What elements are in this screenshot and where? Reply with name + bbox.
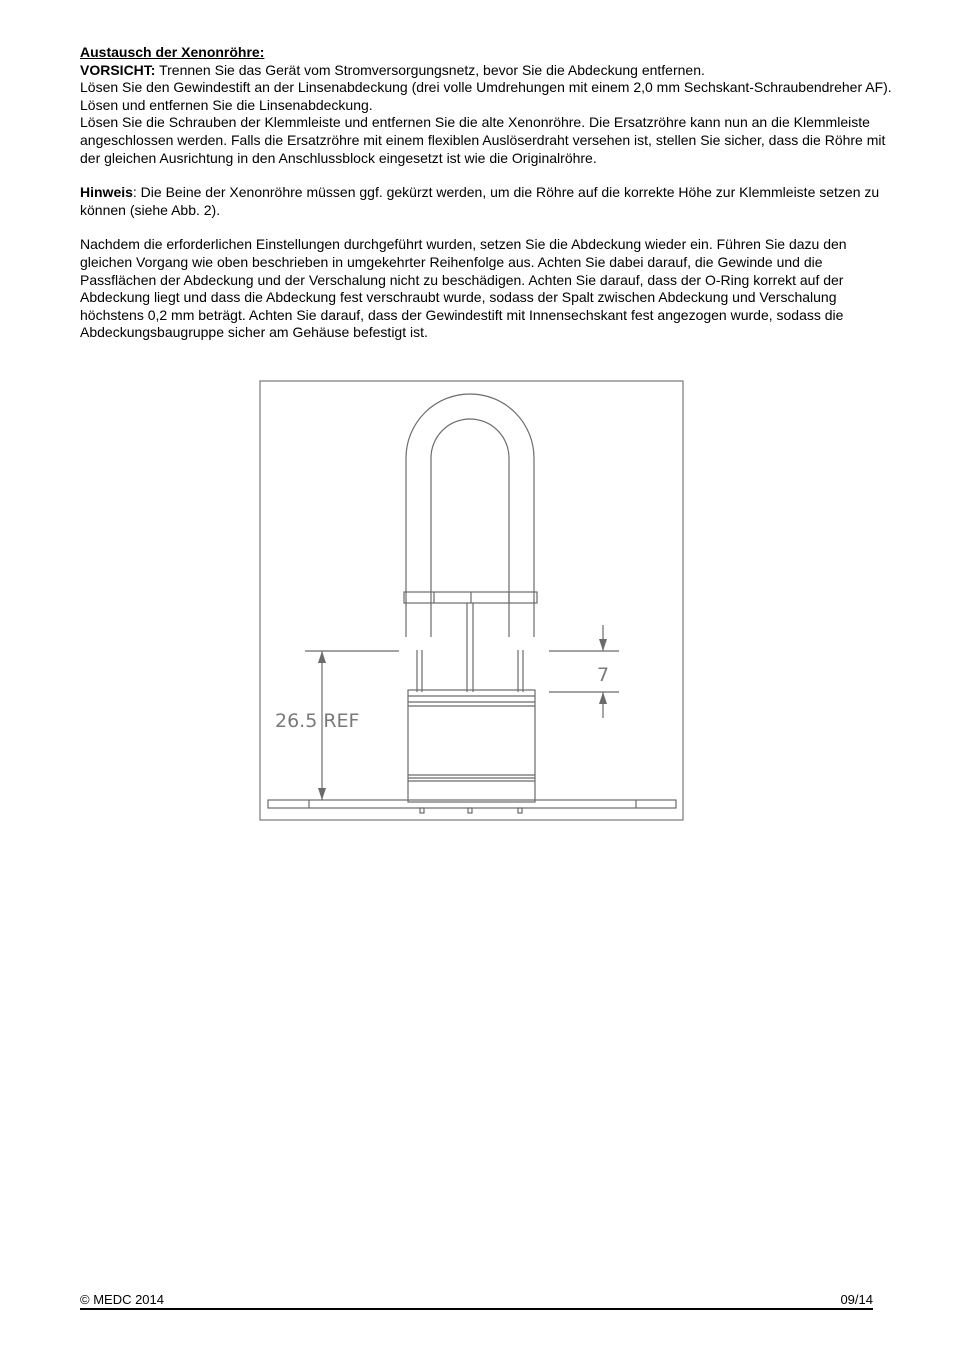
caution-text: Trennen Sie das Gerät vom Stromversorgungsnetz, bevor Sie die Abdeckung entfernen. [155, 61, 705, 78]
note-label: Hinweis [80, 184, 133, 201]
instruction-grub-screw: Lösen Sie den Gewindestift an der Linsenabdeckung (drei volle Umdrehungen mit einem 2,0 mm Sechskant-Schraubendreher AF). Lösen und entfernen Sie die Linsenabdeckung. [80, 79, 892, 113]
dimension-leg-label: 7 [597, 664, 610, 686]
xenon-tube-drawing [259, 380, 684, 821]
note-paragraph [80, 184, 900, 219]
terminal-block [408, 690, 535, 802]
instruction-terminal: Lösen Sie die Schrauben der Klemmleiste und entfernen Sie die alte Xenonröhre. Die Ersatzröhre kann nun an die Klemmleiste angeschlossen werden. Falls die Ersatzröhre mit einem flexiblen Auslöserdraht versehen ist, stellen Sie sicher, dass die Röhre mit der gleichen Ausrichtung in den Anschlussblock eingesetzt ist wie die Originalröhre. [80, 114, 886, 166]
tube-outer [406, 394, 534, 637]
footer-rule [80, 1308, 873, 1310]
caution-paragraph [80, 62, 900, 80]
copyright-text: © MEDC 2014 [80, 1292, 164, 1307]
page-footer [80, 1292, 873, 1307]
section-heading: Austausch der Xenonröhre: [80, 44, 265, 60]
note-text: : Die Beine der Xenonröhre müssen ggf. gekürzt werden, um die Röhre auf die korrekte Höhe zur Klemmleiste setzen zu können (siehe Abb. 2). [80, 184, 880, 218]
caution-label: VORSICHT: [80, 61, 156, 78]
dimension-height-label: 26.5 REF [275, 710, 360, 732]
document-body [80, 44, 900, 342]
revision-date: 09/14 [840, 1292, 873, 1307]
tube-inner [431, 419, 509, 637]
reassembly-paragraph: Nachdem die erforderlichen Einstellungen durchgeführt wurden, setzen Sie die Abdeckung wieder ein. Führen Sie dazu den gleichen Vorgang wie oben beschrieben in umgekehrter Reihenfolge aus. Achten Sie dabei darauf, die Gewinde und die Passflächen der Abdeckung und der Verschalung nicht zu beschädigen. Achten Sie darauf, dass der O-Ring korrekt auf der Abdeckung liegt und dass die Abdeckung fest verschraubt wurde, sodass der Spalt zwischen Abdeckung und Verschalung höchstens 0,2 mm beträgt. Achten Sie darauf, dass der Gewindestift mit Innensechskant fest angezogen wurde, sodass die Abdeckungsbaugruppe sicher am Gehäuse befestigt ist. [80, 236, 847, 341]
base-plate [268, 800, 676, 808]
